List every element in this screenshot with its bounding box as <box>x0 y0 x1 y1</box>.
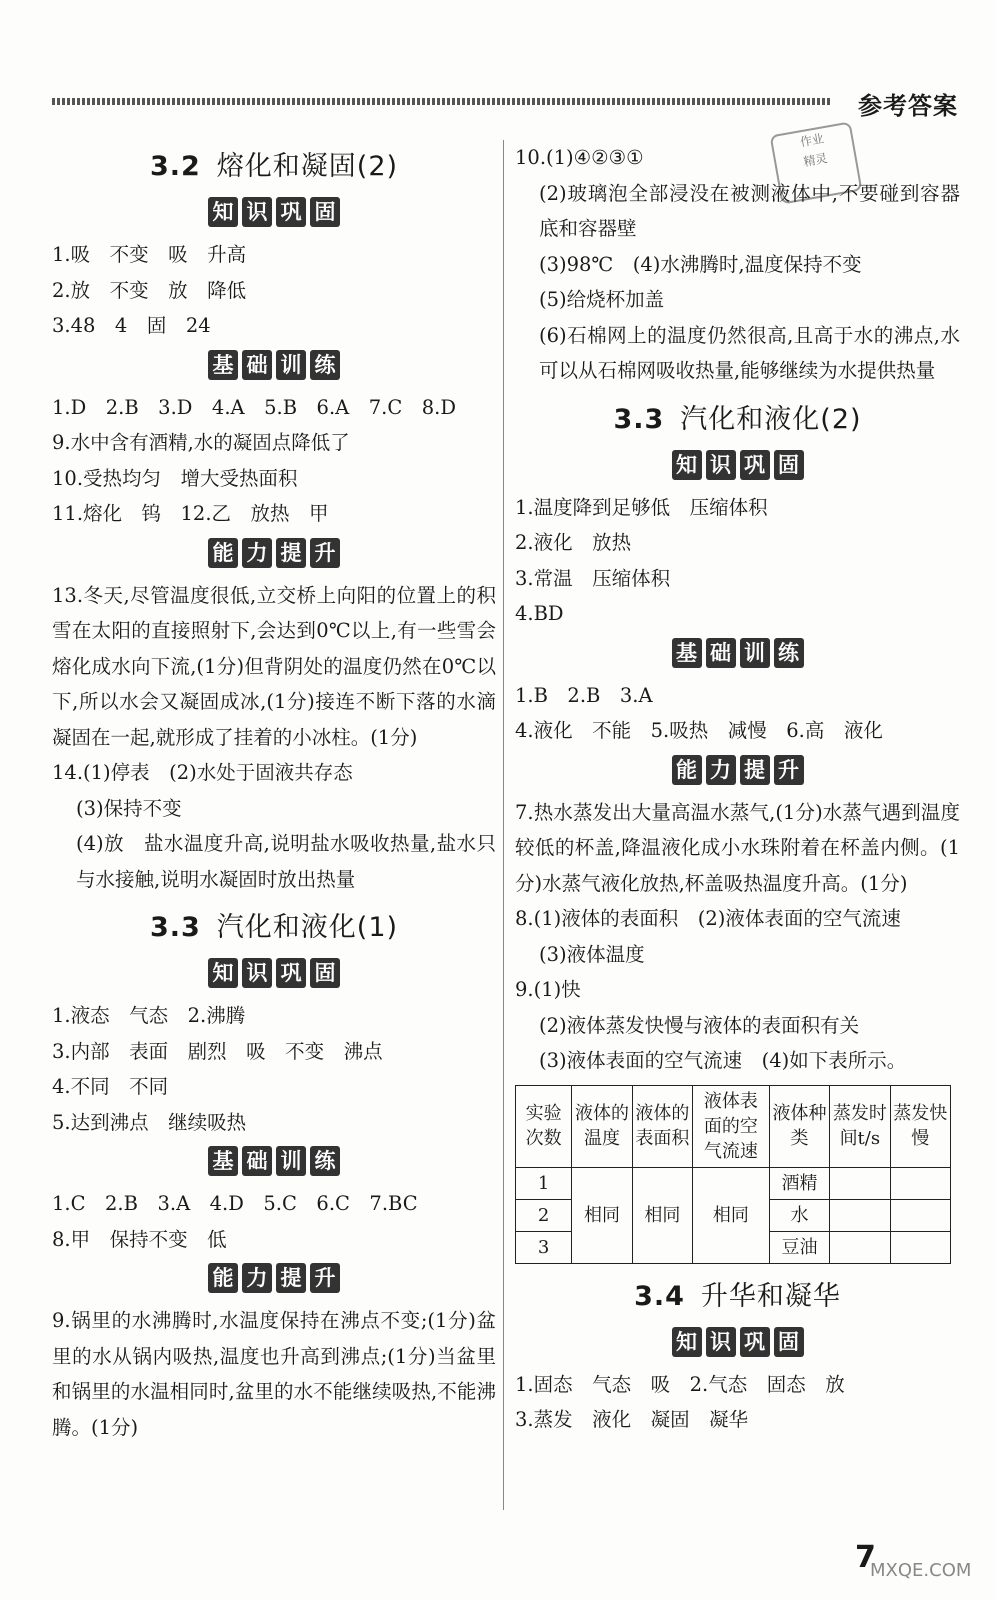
badge-char: 能 <box>672 755 702 785</box>
section-name: 汽化和液化(1) <box>216 912 399 943</box>
badge-char: 能 <box>208 538 238 568</box>
answer-line: (3)液体温度 <box>539 942 645 966</box>
answer-paragraph: 9.锅里的水沸腾时,水温度保持在沸点不变;(1分)盆里的水从锅内吸热,温度也升高到沸点;(1分)当盆里和锅里的水温相同时,盆里的水不能继续吸热,不能沸腾。(1分) <box>52 1309 496 1439</box>
badge-zhishi <box>515 450 960 480</box>
badge-char: 巩 <box>276 958 306 988</box>
badge-char: 训 <box>740 638 770 668</box>
answer-line: 1.B 2.B 3.A <box>515 683 653 707</box>
badge-char: 训 <box>276 1146 306 1176</box>
section-title <box>52 144 496 183</box>
table-cell <box>890 1167 950 1199</box>
table-cell: 2 <box>516 1199 572 1231</box>
answer-line: 10.(1)④②③① <box>515 146 644 169</box>
table-header-row <box>516 1085 951 1167</box>
badge-char: 提 <box>740 755 770 785</box>
section-number: 3.3 <box>613 403 665 435</box>
answer-line: 2.放 不变 放 降低 <box>52 278 247 302</box>
answer-line: 11.熔化 钨 12.乙 放热 甲 <box>52 502 329 525</box>
badge-nengli <box>52 538 496 568</box>
answer-paragraph: (4)放 盐水温度升高,说明盐水吸收热量,盐水只与水接触,说明水凝固时放出热量 <box>76 832 496 891</box>
table-cell <box>890 1199 950 1231</box>
experiment-table <box>515 1085 951 1264</box>
badge-char: 识 <box>706 450 736 480</box>
badge-char: 识 <box>242 958 272 988</box>
badge-char: 升 <box>310 1263 340 1293</box>
table-cell <box>830 1199 890 1231</box>
section-title <box>515 1274 960 1313</box>
badge-char: 训 <box>276 350 306 380</box>
table-cell <box>830 1231 890 1263</box>
badge-char: 升 <box>310 538 340 568</box>
badge-char: 固 <box>774 450 804 480</box>
section-title <box>52 905 496 944</box>
answer-line: 8.(1)液体的表面积 (2)液体表面的空气流速 <box>515 907 901 930</box>
badge-char: 提 <box>276 538 306 568</box>
badge-char: 固 <box>774 1327 804 1357</box>
answer-paragraph: 7.热水蒸发出大量高温水蒸气,(1分)水蒸气遇到温度较低的杯盖,降温液化成小水珠附着在杯盖内侧。(1分)水蒸气液化放热,杯盖吸热温度升高。(1分) <box>515 800 960 895</box>
answer-line: 4.BD <box>515 602 564 625</box>
badge-char: 练 <box>310 350 340 380</box>
badge-char: 能 <box>208 1263 238 1293</box>
answer-line: 4.不同 不同 <box>52 1075 169 1098</box>
answer-line: 9.(1)快 <box>515 978 581 1001</box>
section-name: 升华和凝华 <box>700 1280 841 1312</box>
section-title <box>515 397 960 436</box>
page-header-title: 参考答案 <box>858 92 958 120</box>
table-cell: 酒精 <box>769 1167 829 1199</box>
table-cell: 1 <box>516 1167 572 1199</box>
answer-line: (3)液体表面的空气流速 (4)如下表所示。 <box>539 1049 907 1072</box>
answer-line: 8.甲 保持不变 低 <box>52 1227 227 1251</box>
badge-zhishi <box>515 1327 960 1357</box>
answer-line: 9.水中含有酒精,水的凝固点降低了 <box>52 431 350 454</box>
table-cell: 水 <box>769 1199 829 1231</box>
section-number: 3.3 <box>149 912 201 943</box>
answer-line: 2.液化 放热 <box>515 531 632 554</box>
badge-char: 巩 <box>740 450 770 480</box>
badge-jichu <box>515 638 960 668</box>
badge-char: 练 <box>774 638 804 668</box>
table-cell: 3 <box>516 1231 572 1263</box>
badge-jichu <box>52 350 496 380</box>
answer-line: 1.液态 气态 2.沸腾 <box>52 1004 246 1027</box>
answer-line: 3.内部 表面 剧烈 吸 不变 沸点 <box>52 1039 383 1063</box>
answer-line: (2)液体蒸发快慢与液体的表面积有关 <box>539 1013 860 1037</box>
table-header: 蒸发快慢 <box>890 1085 950 1167</box>
answer-line: 1.温度降到足够低 压缩体积 <box>515 495 768 519</box>
answer-line: 1.D 2.B 3.D 4.A 5.B 6.A 7.C 8.D <box>52 395 456 419</box>
table-cell: 相同 <box>632 1167 692 1263</box>
table-header: 液体种类 <box>769 1085 829 1167</box>
table-header: 实验次数 <box>516 1085 572 1167</box>
answer-line: 3.48 4 固 24 <box>52 314 211 337</box>
badge-char: 知 <box>672 1327 702 1357</box>
badge-char: 础 <box>242 350 272 380</box>
answer-line: 5.达到沸点 继续吸热 <box>52 1110 247 1134</box>
answer-line: 3.蒸发 液化 凝固 凝华 <box>515 1408 749 1431</box>
answer-line: 3.常温 压缩体积 <box>515 566 671 590</box>
section-name: 熔化和凝固(2) <box>216 151 399 182</box>
section-name: 汽化和液化(2) <box>680 403 862 435</box>
header-rule <box>52 98 832 105</box>
table-header: 液体的表面积 <box>632 1085 692 1167</box>
badge-char: 力 <box>706 755 736 785</box>
badge-zhishi <box>52 197 496 227</box>
table-cell: 豆油 <box>769 1231 829 1263</box>
left-column <box>52 140 496 1445</box>
table-header: 液体的温度 <box>572 1085 632 1167</box>
badge-char: 基 <box>208 350 238 380</box>
answer-line: (5)给烧杯加盖 <box>539 288 665 311</box>
answer-line: 1.固态 气态 吸 2.气态 固态 放 <box>515 1372 845 1396</box>
badge-jichu <box>52 1146 496 1176</box>
table-cell <box>830 1167 890 1199</box>
answer-paragraph: 13.冬天,尽管温度很低,立交桥上向阳的位置上的积雪在太阳的直接照射下,会达到0℃以上,有一些雪会熔化成水向下流,(1分)但背阴处的温度仍然在0℃以下,所以水会又凝固成冰,(1分)接连不断下落的水滴凝固在一起,就形成了挂着的小冰柱。(1分) <box>52 583 496 749</box>
table-cell: 相同 <box>572 1167 632 1263</box>
answer-line: 10.受热均匀 增大受热面积 <box>52 466 298 490</box>
answer-line: 4.液化 不能 5.吸热 减慢 6.高 液化 <box>515 719 883 742</box>
badge-char: 固 <box>310 958 340 988</box>
badge-char: 知 <box>672 450 702 480</box>
badge-nengli <box>52 1263 496 1293</box>
badge-nengli <box>515 755 960 785</box>
page-number: 7 <box>855 1540 876 1575</box>
table-row <box>516 1167 951 1199</box>
badge-char: 识 <box>706 1327 736 1357</box>
badge-char: 升 <box>774 755 804 785</box>
answer-line: 14.(1)停表 (2)水处于固液共存态 <box>52 761 353 784</box>
answer-line: 1.吸 不变 吸 升高 <box>52 243 247 266</box>
badge-char: 力 <box>242 538 272 568</box>
section-number: 3.2 <box>149 151 201 182</box>
answer-line: (3)98℃ (4)水沸腾时,温度保持不变 <box>539 252 862 276</box>
badge-char: 础 <box>706 638 736 668</box>
table-cell <box>890 1231 950 1263</box>
stamp-logo: 作业 精灵 <box>770 121 863 204</box>
answer-paragraph: (2)玻璃泡全部浸没在被测液体中,不要碰到容器底和容器壁 <box>539 181 960 240</box>
badge-char: 基 <box>208 1146 238 1176</box>
badge-char: 力 <box>242 1263 272 1293</box>
badge-char: 练 <box>310 1146 340 1176</box>
answer-paragraph: (6)石棉网上的温度仍然很高,且高于水的沸点,水可以从石棉网吸收热量,能够继续为水提供热量 <box>539 323 960 382</box>
answer-line: 1.C 2.B 3.A 4.D 5.C 6.C 7.BC <box>52 1192 418 1215</box>
badge-char: 固 <box>310 197 340 227</box>
badge-char: 识 <box>242 197 272 227</box>
table-header: 蒸发时间t/s <box>830 1085 890 1167</box>
badge-char: 提 <box>276 1263 306 1293</box>
watermark-logo: MXQE.COM <box>870 1560 972 1581</box>
badge-char: 巩 <box>740 1327 770 1357</box>
badge-char: 础 <box>242 1146 272 1176</box>
table-cell: 相同 <box>693 1167 770 1263</box>
right-column <box>515 140 960 1438</box>
column-divider <box>503 140 504 1510</box>
section-number: 3.4 <box>634 1280 685 1312</box>
badge-char: 知 <box>208 197 238 227</box>
badge-zhishi <box>52 958 496 988</box>
table-header: 液体表面的空气流速 <box>693 1085 770 1167</box>
badge-char: 基 <box>672 638 702 668</box>
answer-line: (3)保持不变 <box>76 796 182 820</box>
badge-char: 知 <box>208 958 238 988</box>
badge-char: 巩 <box>276 197 306 227</box>
